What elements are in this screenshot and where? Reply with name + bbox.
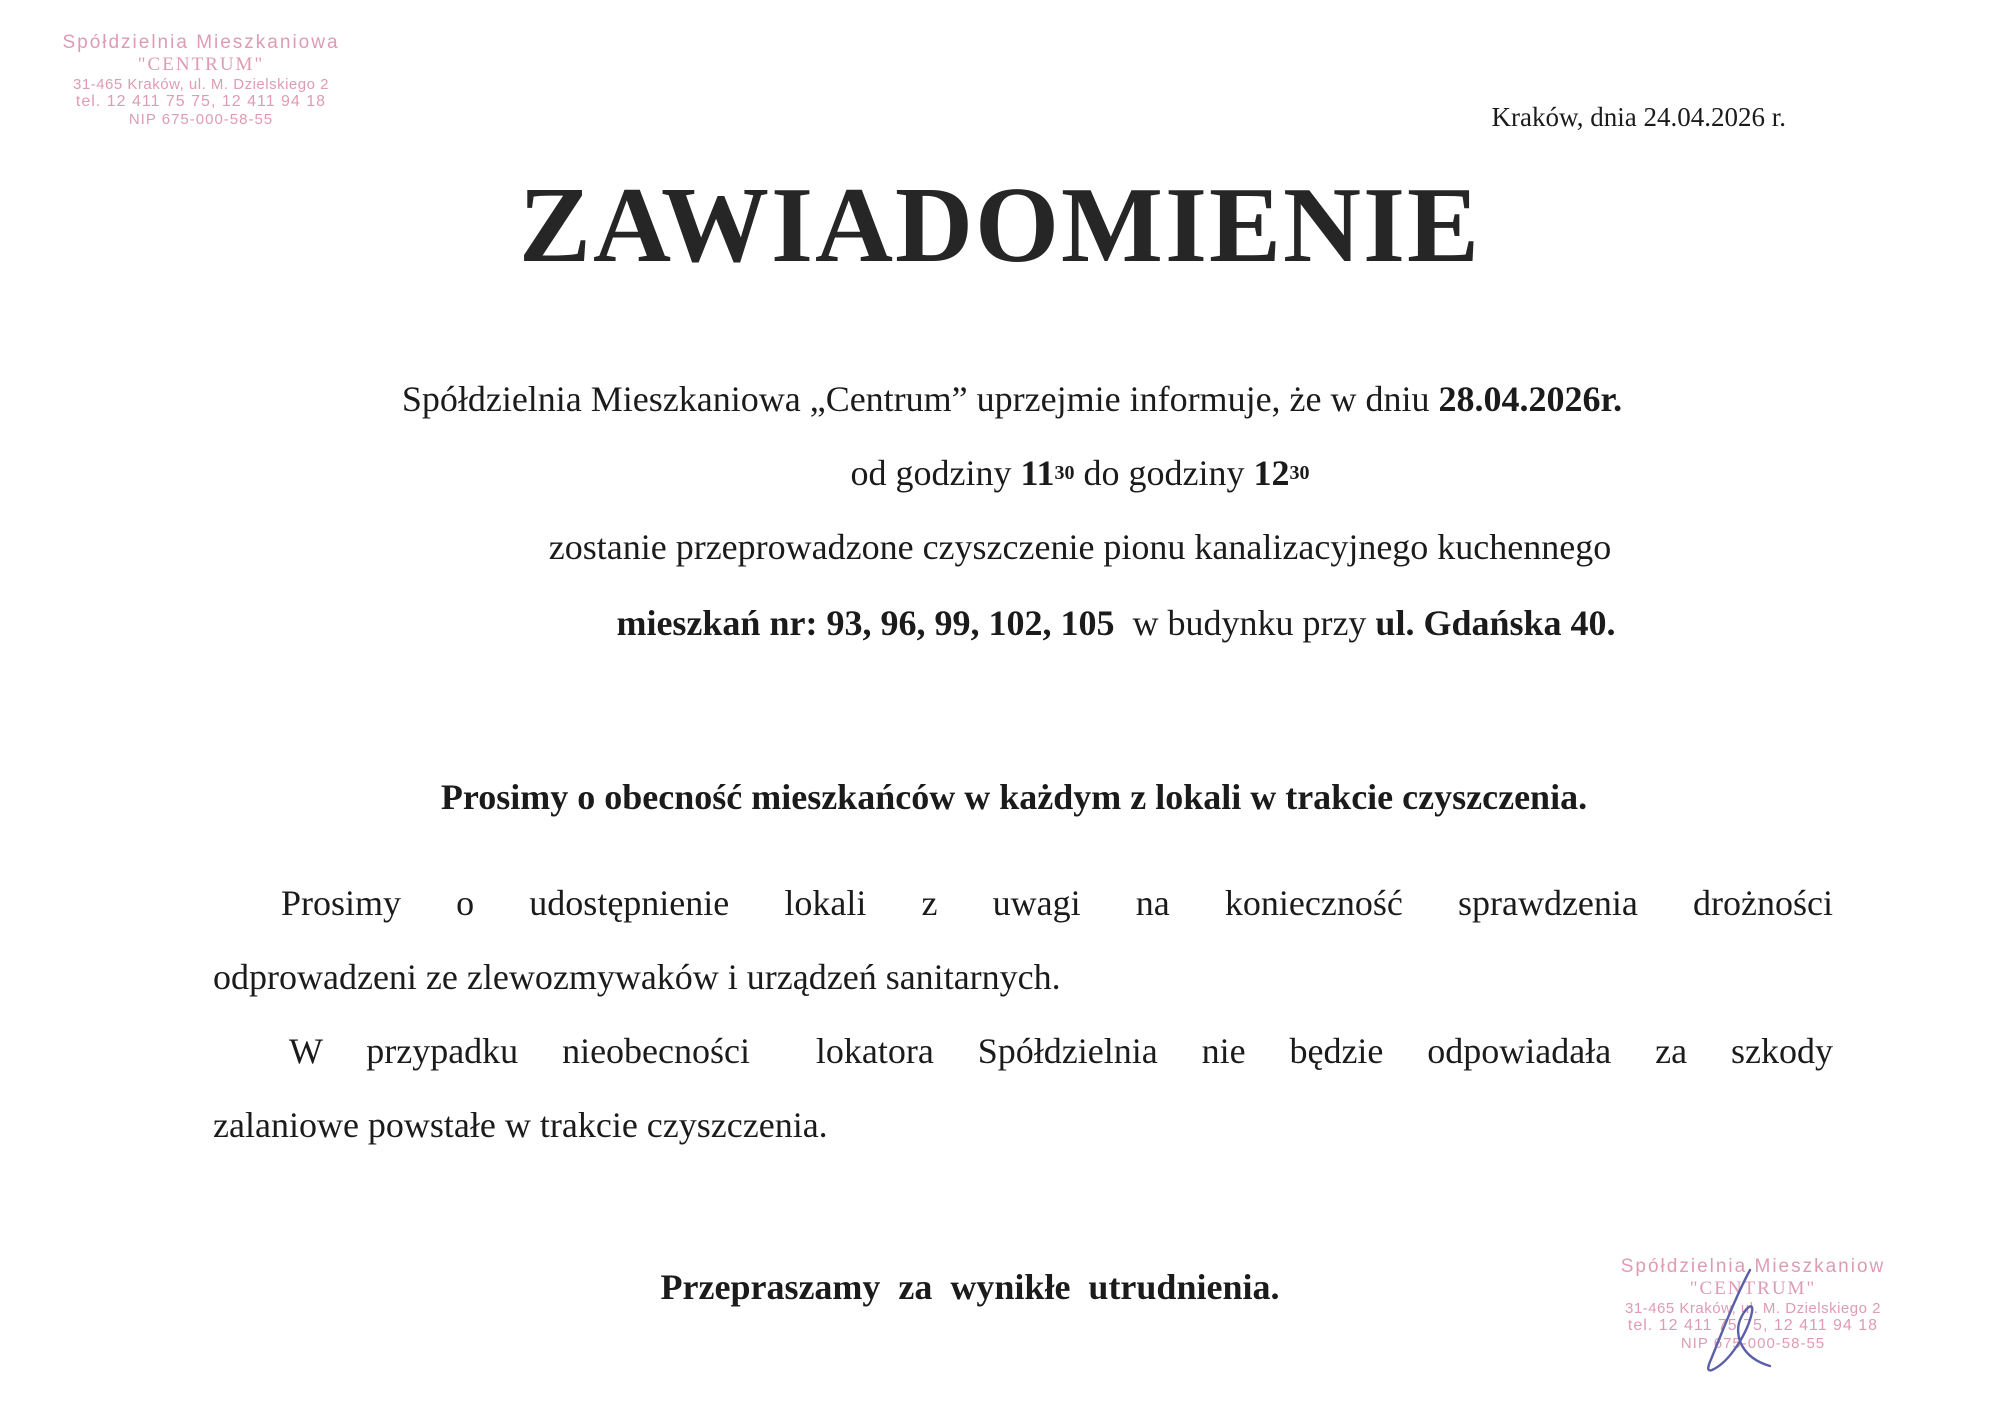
access-paragraph-line2: odprowadzeni ze zlewozmywaków i urządzeń sanitarnych. bbox=[213, 957, 1061, 997]
stamp-address: 31-465 Kraków, ul. M. Dzielskiego 2 bbox=[1625, 1300, 1881, 1317]
stamp-address: 31-465 Kraków, ul. M. Dzielskiego 2 bbox=[73, 76, 329, 93]
cleaning-description: zostanie przeprowadzone czyszczenie pionu kanalizacyjnego kuchennego bbox=[548, 527, 1612, 567]
stamp-phone: tel. 12 411 75 75, 12 411 94 18 bbox=[75, 93, 327, 110]
access-paragraph bbox=[213, 866, 1833, 1014]
liability-paragraph-line2: zalaniowe powstałe w trakcie czyszczenia. bbox=[213, 1105, 828, 1145]
to-hour: 12 bbox=[1253, 453, 1290, 493]
signature-mark bbox=[1690, 1262, 1780, 1382]
liability-paragraph-line1: W przypadku nieobecności lokatora Spółdzielnia nie będzie odpowiadała za szkody bbox=[289, 1031, 1833, 1071]
stamp-name: Spółdzielnia Mieszkaniowa bbox=[62, 32, 340, 53]
stamp-nip: NIP 675-000-58-55 bbox=[128, 111, 274, 128]
access-paragraph-line1: Prosimy o udostępnienie lokali z uwagi na konieczność sprawdzenia drożności bbox=[281, 883, 1833, 923]
cooperative-stamp-top bbox=[38, 32, 364, 128]
from-minutes: 30 bbox=[1054, 462, 1075, 484]
cleaning-date: 28.04.2026r. bbox=[1438, 379, 1623, 419]
stamp-phone: tel. 12 411 75 75, 12 411 94 18 bbox=[1627, 1317, 1879, 1334]
hours-line bbox=[80, 452, 2000, 494]
building-label: w budynku przy bbox=[1114, 603, 1376, 643]
intro-text: Spółdzielnia Mieszkaniowa „Centrum” uprzejmie informuje, że w dniu bbox=[401, 379, 1439, 419]
to-label: do godziny bbox=[1074, 453, 1254, 493]
stamp-nip: NIP 675-000-58-55 bbox=[1680, 1335, 1826, 1352]
document-date: Kraków, dnia 24.04.2026 r. bbox=[1491, 102, 1786, 132]
document-title: ZAWIADOMIENIE bbox=[518, 166, 1482, 285]
closing-apology: Przepraszamy za wynikłe utrudnienia. bbox=[660, 1267, 1280, 1307]
from-label: od godziny bbox=[850, 453, 1021, 493]
intro-line bbox=[12, 378, 2000, 420]
apartments-line bbox=[116, 602, 2000, 644]
stamp-brand: "CENTRUM" bbox=[1689, 1278, 1817, 1299]
stamp-name: Spółdzielnia Mieszkaniow bbox=[1620, 1256, 1886, 1277]
from-hour: 11 bbox=[1020, 453, 1055, 493]
building-address: ul. Gdańska 40. bbox=[1375, 603, 1616, 643]
stamp-brand: "CENTRUM" bbox=[137, 54, 265, 75]
liability-paragraph bbox=[213, 1014, 1833, 1162]
apartment-numbers: mieszkań nr: 93, 96, 99, 102, 105 bbox=[616, 603, 1115, 643]
to-minutes: 30 bbox=[1289, 462, 1310, 484]
presence-request: Prosimy o obecność mieszkańców w każdym z lokali w trakcie czyszczenia. bbox=[440, 777, 1588, 817]
